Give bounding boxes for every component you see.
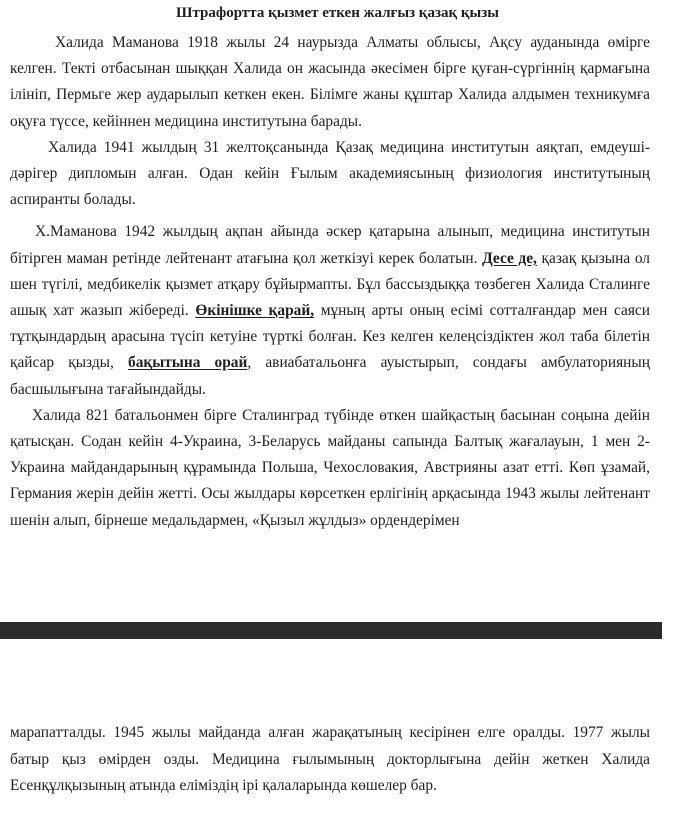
- paragraph-3-text-1: Х.Маманова 1942 жылдың ақпан айында әскер қатарына алынып, медицина институтын бітірген маман ретінде лейтенант атағына қол жеткізуі керек болатын.: [10, 223, 650, 267]
- emphasis-dese-de: Десе де,: [482, 249, 537, 267]
- paragraph-3: [10, 219, 650, 402]
- paragraph-3-text-3: мұның арты оның есімі сотталғандар мен саяси тұтқындардың арасына түсіп кетуіне түрткі болған. Кез келген келеңсіздіктен жол таба білетін қайсар қызды,: [10, 302, 651, 372]
- article-body: [10, 30, 650, 534]
- paragraph-3-text-2: қазақ қызына ол шен түгілі, медбикелік қызмет атқару бұйырмапты. Бұл бассыздыққа төзбеген Халида Сталинге ашық хат жазып жібереді.: [10, 249, 650, 320]
- paragraph-1: Халида Маманова 1918 жылы 24 наурызда Алматы облысы, Ақсу ауданында өмірге келген. Текті отбасынан шыққан Халида он жасында әкесімен бірге қуған-сүргіннің қармағына ілініп, Пермьге жер аударылып кеткен екен. Білімге жаны құштар Халида алдымен техникумға оқуға түссе, кейіннен медицина институтына барады.: [10, 34, 650, 130]
- document-title: Штрафортта қызмет еткен жалғыз қазақ қызы: [176, 5, 499, 21]
- emphasis-bakytyna-orai: бақытына орай: [128, 354, 248, 372]
- page-divider-bar: [0, 622, 662, 639]
- paragraph-2: Халида 1941 жылдың 31 желтоқсанында Қазақ медицина институтын аяқтап, емдеуші-дәрігер дипломын алған. Одан кейін Ғылым академиясының физиология институтының аспиранты болады.: [10, 138, 650, 209]
- paragraph-3-text-4: , авиабатальонға ауыстырып, сондағы амбулаторияның басшылығына тағайындайды.: [10, 354, 650, 398]
- paragraph-5-continued: марапатталды. 1945 жылы майданда алған жарақатының кесірінен елге оралды. 1977 жылы батыр қыз өмірден озды. Медицина ғылымының докторлығына дейін жеткен Халида Есенқұлқызының атында еліміздің ірі қалаларында көшелер бар.: [10, 724, 650, 794]
- paragraph-4: Халида 821 батальонмен бірге Сталинград түбінде өткен шайқастың басынан соңына дейін қатысқан. Содан кейін 4-Украина, 3-Беларусь майданы сапында Балтық жағалауын, 1 мен 2-Украина майдандарының құрамында Польша, Чехословакия, Австрияны азат етті. Көп ұзамай, Германия жерін дейін жетті. Осы жылдары көрсеткен ерлігінің арқасында 1943 жылы лейтенант шенін алып, бірнеше медальдармен, «Қызыл жұлдыз» ордендерімен: [10, 406, 650, 529]
- emphasis-okinishke-karai: Өкінішке қарай,: [195, 302, 315, 320]
